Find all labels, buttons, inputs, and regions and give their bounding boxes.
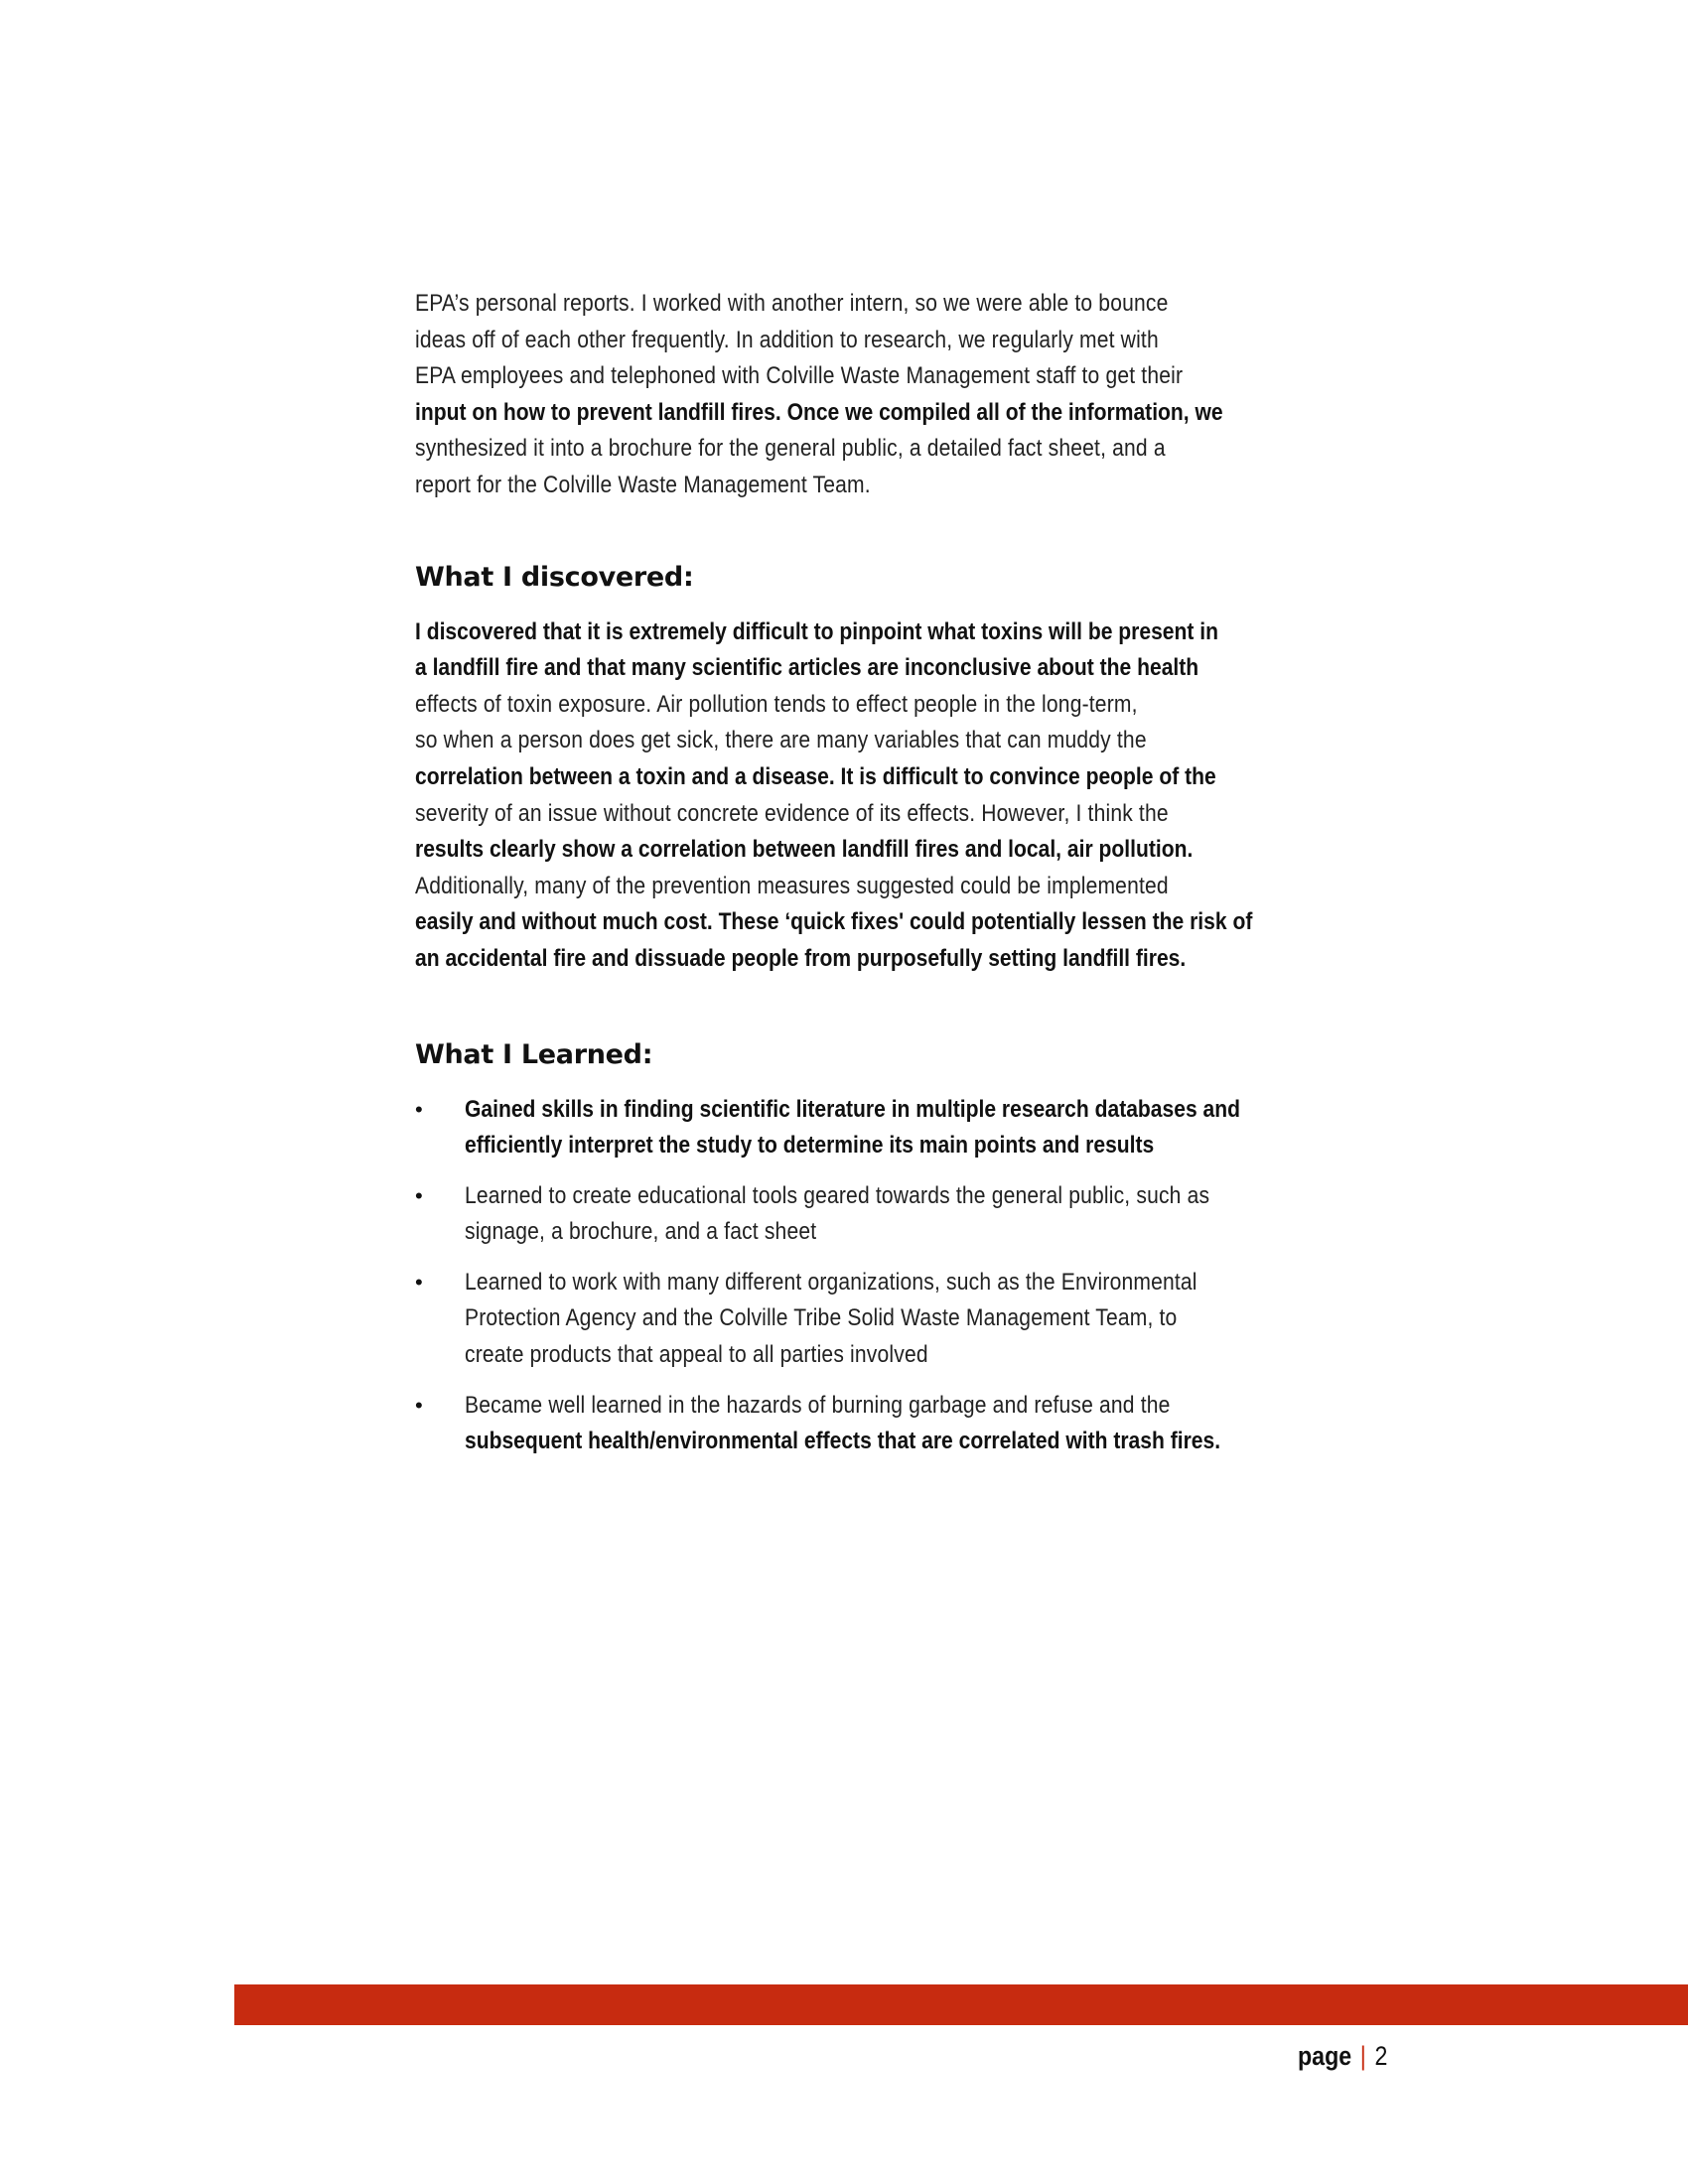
- page-number-value: 2: [1374, 2041, 1388, 2071]
- discovered-line: easily and without much cost. These ‘quick fixes' could potentially lessen the risk of: [415, 908, 1253, 936]
- list-item-text: [465, 1092, 1361, 1164]
- list-item-text: [465, 1178, 1361, 1251]
- bullet-icon: •: [415, 1182, 423, 1208]
- bullet-icon: •: [415, 1096, 423, 1122]
- list-item-text: [465, 1388, 1361, 1460]
- intro-line: EPA’s personal reports. I worked with another intern, so we were able to bounce: [415, 290, 1169, 317]
- list-item-line: create products that appeal to all parties involved: [465, 1341, 928, 1369]
- bullet-icon: •: [415, 1269, 423, 1295]
- intro-line: ideas off of each other frequently. In addition to research, we regularly met with: [415, 326, 1159, 353]
- document-body: [415, 286, 1309, 1474]
- bullet-icon: •: [415, 1392, 423, 1418]
- list-item: [415, 1388, 1309, 1460]
- discovered-line: effects of toxin exposure. Air pollution tends to effect people in the long-term,: [415, 690, 1138, 718]
- discovered-line: Additionally, many of the prevention measures suggested could be implemented: [415, 872, 1169, 899]
- list-item: [415, 1265, 1309, 1374]
- list-item-line: Learned to create educational tools geared towards the general public, such as: [465, 1181, 1210, 1209]
- discovered-heading: What I discovered:: [415, 561, 694, 593]
- intro-line: input on how to prevent landfill fires. Once we compiled all of the information, we: [415, 398, 1223, 426]
- list-item-line: subsequent health/environmental effects that are correlated with trash fires.: [465, 1428, 1221, 1455]
- learned-heading: What I Learned:: [415, 1038, 653, 1070]
- list-item-line: Gained skills in finding scientific literature in multiple research databases and: [465, 1095, 1241, 1123]
- list-item: [415, 1178, 1309, 1251]
- list-item-text: [465, 1265, 1361, 1374]
- list-item-line: Became well learned in the hazards of burning garbage and refuse and the: [465, 1391, 1171, 1419]
- page-number: [1298, 2041, 1387, 2072]
- discovered-line: so when a person does get sick, there are many variables that can muddy the: [415, 727, 1147, 754]
- page-separator: |: [1359, 2041, 1366, 2071]
- intro-line: report for the Colville Waste Management Team.: [415, 471, 871, 498]
- learned-list: [415, 1092, 1309, 1460]
- discovered-line: severity of an issue without concrete evidence of its effects. However, I think the: [415, 799, 1169, 827]
- page-label: page: [1298, 2041, 1352, 2071]
- intro-paragraph: [415, 286, 1312, 504]
- footer-accent-bar: [234, 1984, 1688, 2025]
- intro-line: EPA employees and telephoned with Colville Waste Management staff to get their: [415, 362, 1184, 390]
- list-item-line: efficiently interpret the study to determine its main points and results: [465, 1132, 1155, 1160]
- discovered-paragraph: [415, 614, 1312, 978]
- list-item-line: Learned to work with many different organizations, such as the Environmental: [465, 1268, 1197, 1296]
- list-item-line: Protection Agency and the Colville Tribe Solid Waste Management Team, to: [465, 1304, 1178, 1332]
- discovered-line: an accidental fire and dissuade people from purposefully setting landfill fires.: [415, 944, 1187, 972]
- discovered-line: correlation between a toxin and a disease. It is difficult to convince people of the: [415, 762, 1216, 790]
- discovered-line: I discovered that it is extremely difficult to pinpoint what toxins will be present in: [415, 617, 1218, 645]
- intro-line: synthesized it into a brochure for the general public, a detailed fact sheet, and a: [415, 435, 1166, 463]
- discovered-line: results clearly show a correlation between landfill fires and local, air pollution.: [415, 836, 1194, 864]
- discovered-line: a landfill fire and that many scientific articles are inconclusive about the health: [415, 654, 1199, 682]
- list-item: [415, 1092, 1309, 1164]
- list-item-line: signage, a brochure, and a fact sheet: [465, 1218, 817, 1246]
